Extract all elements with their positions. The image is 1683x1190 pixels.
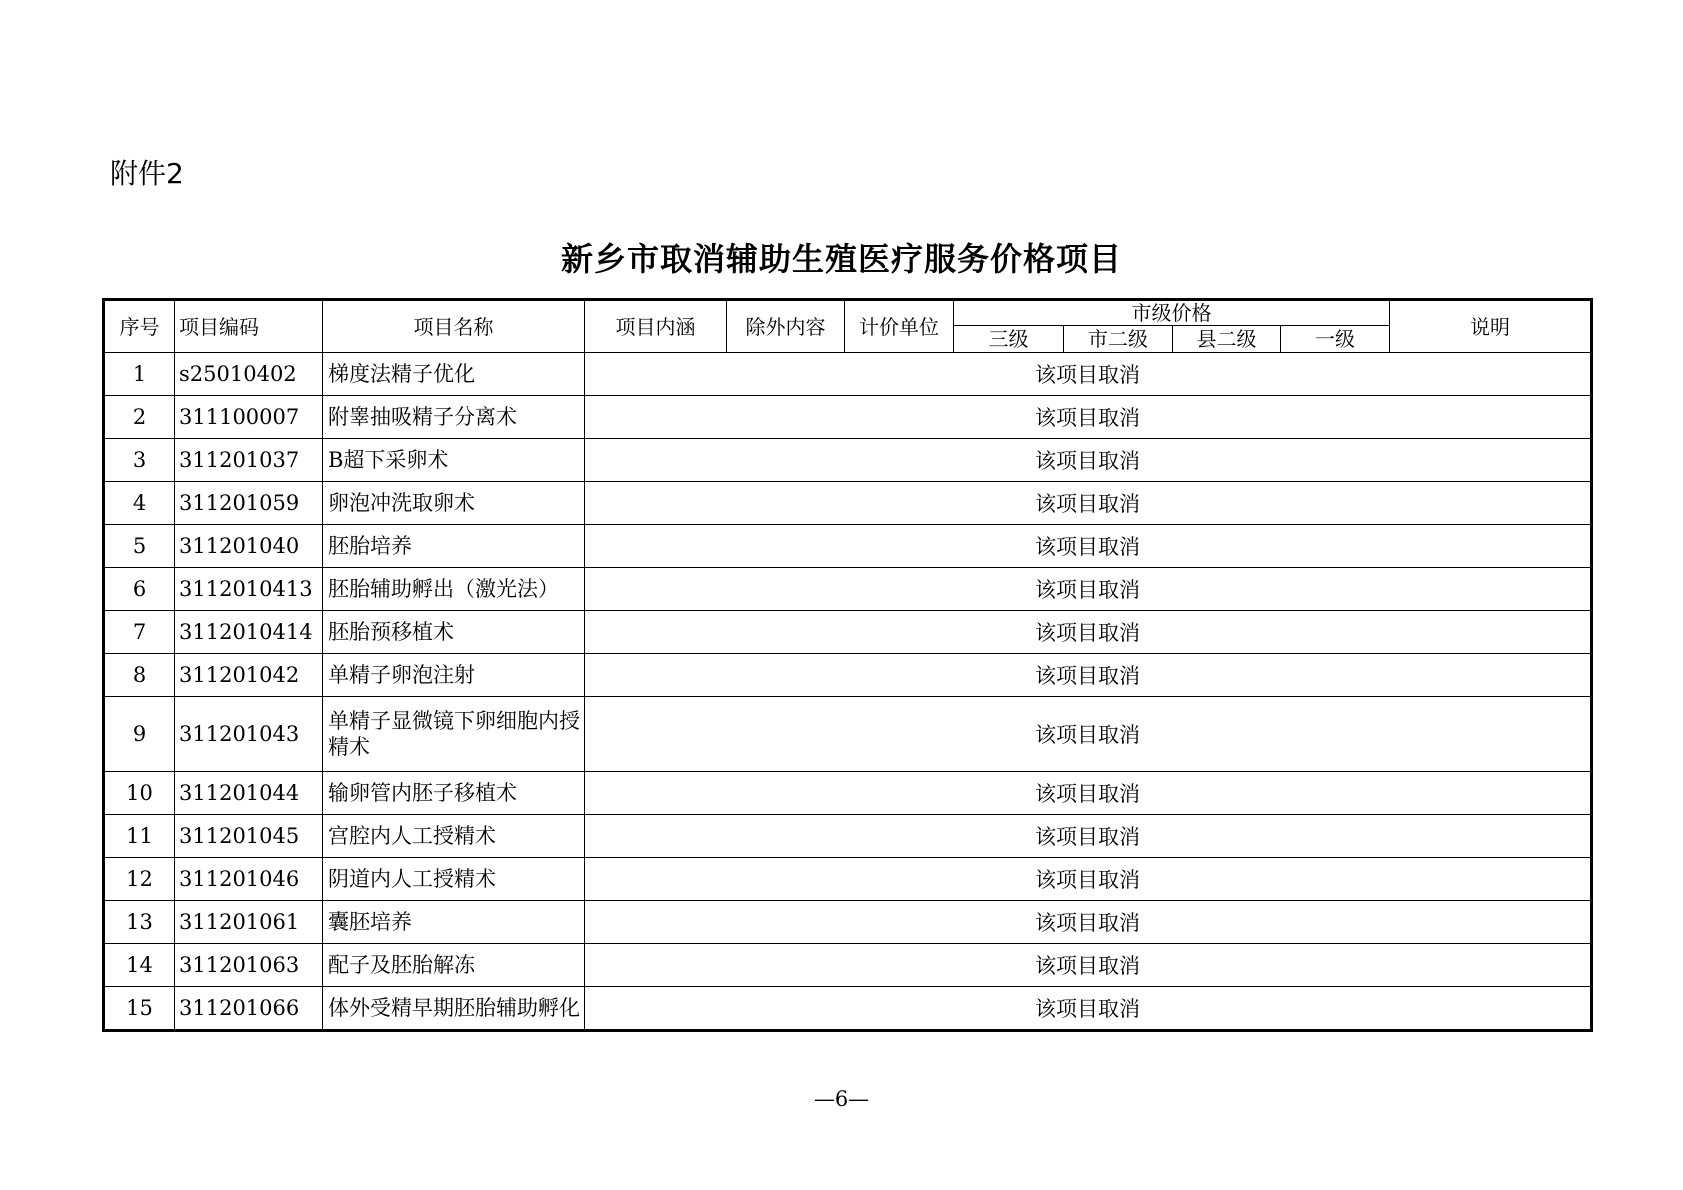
row-name <box>323 525 585 568</box>
header-level3: 三级 <box>954 326 1064 353</box>
row-status: 该项目取消 <box>585 568 1592 611</box>
row-code: 311201063 <box>175 944 323 987</box>
row-name-text: 体外受精早期胚胎辅助孵化 <box>328 996 580 1020</box>
row-name-text: 输卵管内胚子移植术 <box>328 781 517 805</box>
row-name <box>323 482 585 525</box>
table-row <box>104 944 1592 987</box>
row-name-text: 单精子卵泡注射 <box>328 663 475 687</box>
table-row <box>104 697 1592 772</box>
row-seq: 10 <box>104 772 175 815</box>
table-header <box>104 300 1592 353</box>
row-status: 该项目取消 <box>585 697 1592 772</box>
row-name-text: B超下采卵术 <box>328 448 449 472</box>
row-code: 3112010413 <box>175 568 323 611</box>
header-city-price: 市级价格 <box>954 300 1390 326</box>
header-level1: 一级 <box>1281 326 1390 353</box>
row-seq: 15 <box>104 987 175 1031</box>
row-code: 311201059 <box>175 482 323 525</box>
row-name-text: 梯度法精子优化 <box>328 362 475 386</box>
row-name <box>323 901 585 944</box>
page-number: —6— <box>813 1087 870 1111</box>
row-name <box>323 697 585 772</box>
row-name <box>323 568 585 611</box>
row-name <box>323 654 585 697</box>
row-name-text: 宫腔内人工授精术 <box>328 824 496 848</box>
row-code: 311201043 <box>175 697 323 772</box>
row-name <box>323 396 585 439</box>
row-code: 311201037 <box>175 439 323 482</box>
table-row <box>104 568 1592 611</box>
row-name <box>323 353 585 396</box>
header-seq: 序号 <box>104 300 175 353</box>
row-status: 该项目取消 <box>585 815 1592 858</box>
table-body <box>104 353 1592 1031</box>
row-seq: 9 <box>104 697 175 772</box>
row-code: 311100007 <box>175 396 323 439</box>
table-row <box>104 353 1592 396</box>
row-name <box>323 987 585 1031</box>
row-status: 该项目取消 <box>585 525 1592 568</box>
table-row <box>104 654 1592 697</box>
row-name-text: 配子及胚胎解冻 <box>328 953 475 977</box>
table-row <box>104 901 1592 944</box>
row-name-text: 单精子显微镜下卵细胞内授精术 <box>328 709 580 759</box>
row-name-text: 胚胎培养 <box>328 534 412 558</box>
row-name <box>323 944 585 987</box>
row-seq: 12 <box>104 858 175 901</box>
table-row <box>104 987 1592 1031</box>
row-status: 该项目取消 <box>585 611 1592 654</box>
table-row <box>104 772 1592 815</box>
row-code: 311201066 <box>175 987 323 1031</box>
attachment-label: 附件2 <box>110 157 184 190</box>
row-seq: 4 <box>104 482 175 525</box>
row-seq: 13 <box>104 901 175 944</box>
row-name-text: 囊胚培养 <box>328 910 412 934</box>
row-seq: 11 <box>104 815 175 858</box>
row-code: 311201061 <box>175 901 323 944</box>
table-row <box>104 439 1592 482</box>
row-status: 该项目取消 <box>585 987 1592 1031</box>
row-code: 311201044 <box>175 772 323 815</box>
header-exclusions: 除外内容 <box>727 300 845 353</box>
row-seq: 3 <box>104 439 175 482</box>
row-name <box>323 815 585 858</box>
header-name: 项目名称 <box>323 300 585 353</box>
table-row <box>104 611 1592 654</box>
row-seq: 2 <box>104 396 175 439</box>
row-status: 该项目取消 <box>585 482 1592 525</box>
header-content: 项目内涵 <box>585 300 727 353</box>
row-code: 311201045 <box>175 815 323 858</box>
row-code: s25010402 <box>175 353 323 396</box>
table-row <box>104 815 1592 858</box>
row-name-text: 卵泡冲洗取卵术 <box>328 491 475 515</box>
row-seq: 8 <box>104 654 175 697</box>
table-row <box>104 525 1592 568</box>
header-notes: 说明 <box>1390 300 1592 353</box>
row-code: 3112010414 <box>175 611 323 654</box>
price-items-table <box>102 298 1593 1032</box>
document-title: 新乡市取消辅助生殖医疗服务价格项目 <box>560 240 1122 278</box>
row-seq: 1 <box>104 353 175 396</box>
row-status: 该项目取消 <box>585 396 1592 439</box>
row-seq: 7 <box>104 611 175 654</box>
row-name <box>323 611 585 654</box>
row-status: 该项目取消 <box>585 439 1592 482</box>
row-name <box>323 772 585 815</box>
header-unit: 计价单位 <box>845 300 954 353</box>
row-status: 该项目取消 <box>585 654 1592 697</box>
row-name-text: 胚胎辅助孵出（激光法） <box>328 577 559 601</box>
row-name-text: 阴道内人工授精术 <box>328 867 496 891</box>
row-status: 该项目取消 <box>585 353 1592 396</box>
row-status: 该项目取消 <box>585 901 1592 944</box>
row-status: 该项目取消 <box>585 944 1592 987</box>
table-row <box>104 396 1592 439</box>
row-name <box>323 439 585 482</box>
row-seq: 5 <box>104 525 175 568</box>
row-name <box>323 858 585 901</box>
table-row <box>104 482 1592 525</box>
row-status: 该项目取消 <box>585 772 1592 815</box>
row-code: 311201040 <box>175 525 323 568</box>
table-row <box>104 858 1592 901</box>
row-code: 311201042 <box>175 654 323 697</box>
row-name-text: 胚胎预移植术 <box>328 620 454 644</box>
header-county-level2: 县二级 <box>1173 326 1281 353</box>
row-seq: 14 <box>104 944 175 987</box>
row-code: 311201046 <box>175 858 323 901</box>
row-seq: 6 <box>104 568 175 611</box>
header-city-level2: 市二级 <box>1064 326 1173 353</box>
header-code: 项目编码 <box>175 300 323 353</box>
row-status: 该项目取消 <box>585 858 1592 901</box>
row-name-text: 附睾抽吸精子分离术 <box>328 405 517 429</box>
